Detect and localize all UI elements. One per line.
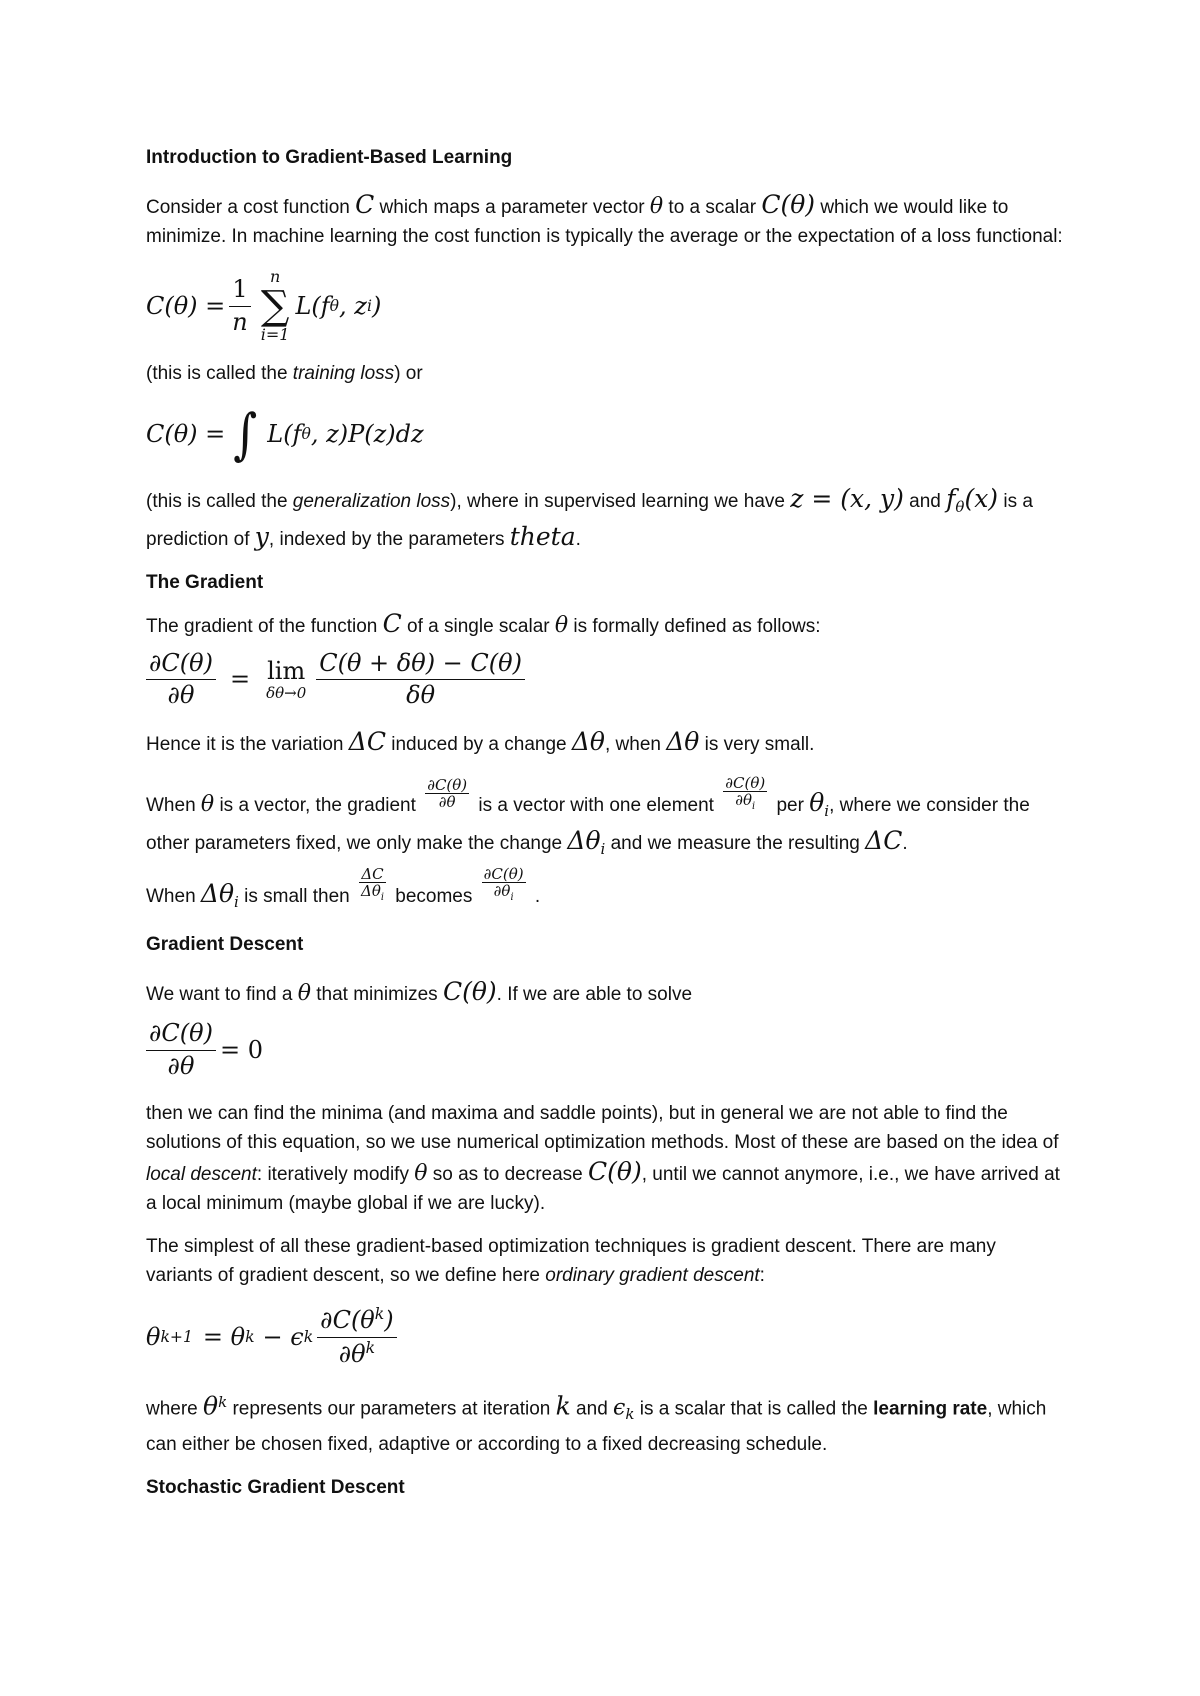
descent-paragraph-2: then we can find the minima (and maxima and saddle points), but in general we are not able to find the solutions of this equation, so we use numerical optimization methods. Most of these are based on the idea of local descent: iteratively modify θ so as to decrease C(θ), until we cannot anymore, i.e., we have arrived at a local minimum (maybe global if we are lucky).	[146, 1103, 1060, 1215]
equation-training-loss: C(θ) = $\frac{1}{n}$ n ∑ i=1 L(f θ , z i )	[146, 267, 382, 344]
descent-paragraph-3: The simplest of all these gradient-based optimization techniques is gradient descent. There are many variants of gradient descent, so we define here ordinary gradient descent:	[146, 1236, 996, 1287]
gradient-paragraph-1: The gradient of the function C of a single scalar θ is formally defined as follows:	[146, 608, 821, 638]
descent-paragraph-1: We want to find a θ that minimizes C(θ). If we are able to solve	[146, 977, 693, 1007]
intro-paragraph-3: (this is called the generalization loss), where in supervised learning we have z = (x, y) and $f_\theta(x)$ is a prediction of y, indexed by the parameters theta.	[146, 484, 1033, 551]
intro-paragraph-2: (this is called the training loss) or	[146, 363, 423, 384]
heading-gradient-descent: Gradient Descent	[146, 934, 304, 956]
descent-paragraph-4: where $\theta^k$ represents our parameters at iteration k and $\epsilon_k$ is a scalar that is called the learning rate, which can either be chosen fixed, adaptive or according to a fixed decreasing schedule.	[146, 1391, 1047, 1455]
equation-stationary: $\frac{\partial C(\theta)}{\partial\theta}$ = 0	[146, 1013, 1066, 1087]
heading-sgd: Stochastic Gradient Descent	[146, 1476, 405, 1498]
document-content	[146, 143, 1066, 1502]
equation-generalization-loss: C(θ) = ∫ L(f θ , z)P(z)dz	[146, 401, 424, 466]
heading-intro: Introduction to Gradient-Based Learning	[146, 147, 513, 168]
equation-gradient-descent-update: θ k+1 = θ k − ϵ k $\frac{\partial C(\theta^k)}{\partial\theta^k}$	[146, 1298, 1066, 1376]
gradient-paragraph-3: When θ is a vector, the gradient $\frac{\partial C(\theta)}{\partial\theta}$ is a vector with one element $\frac{\partial C(\theta)}{\partial\theta_i}$ per $\theta_i$, where we consider the other parameters fixed, we only make the change $\Delta\theta_i$ and we measure the resulting ΔC.	[146, 773, 1030, 858]
intro-paragraph-1: Consider a cost function C which maps a parameter vector θ to a scalar C(θ) which we would like to minimize. In machine learning the cost function is typically the average or the expectation of a loss functional:	[146, 190, 1063, 247]
heading-gradient: The Gradient	[146, 571, 264, 593]
gradient-paragraph-2: Hence it is the variation ΔC induced by a change Δθ, when Δθ is very small.	[146, 726, 815, 756]
equation-gradient-definition: $\frac{\partial C(\theta)}{\partial\theta}$ = lim δθ→0 $\frac{C(\theta + \delta\theta) - C(\theta)}{\delta\theta}$	[146, 645, 1066, 715]
gradient-paragraph-4: When $\Delta\theta_i$ is small then $\frac{\Delta C}{\Delta\theta_i}$ becomes $\frac{\partial C(\theta)}{\partial\theta_i}$ .	[146, 864, 541, 911]
